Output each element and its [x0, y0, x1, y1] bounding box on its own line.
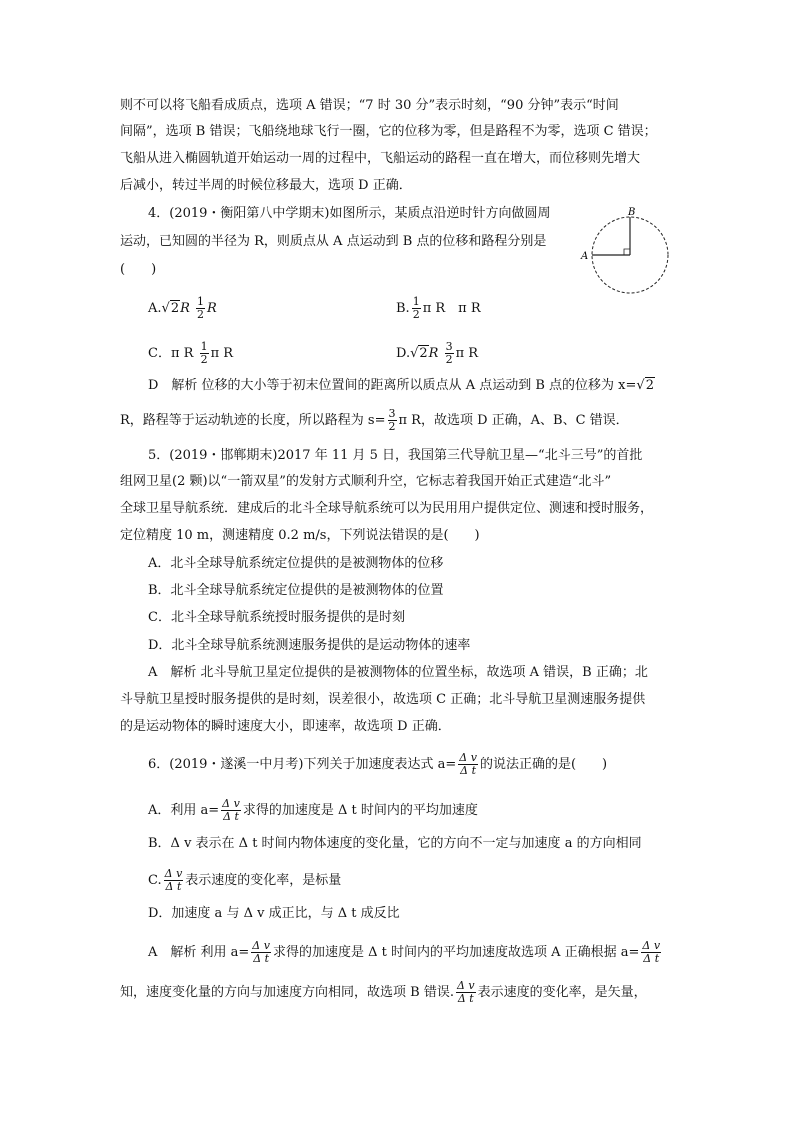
- text-line: 飞船从进入椭圆轨道开始运动一周的过程中，飞船运动的路程一直在增大，而位移则先增大: [120, 151, 641, 166]
- question-5-stem: 全球卫星导航系统．建成后的北斗全球导航系统可以为民用用户提供定位、测速和授时服务，: [120, 501, 654, 516]
- question-5-stem: 5．(2019・邯郸期末)2017 年 11 月 5 日，我国第三代导航卫星—“北斗三号”的首批: [148, 448, 643, 463]
- answer-4: D 解析 位移的大小等于初末位置间的距离所以质点从 A 点运动到 B 点的位移为 x=√2: [148, 378, 654, 393]
- answer-6: A 解析 利用 a= $\frac{\text{Δ v}}{\text{Δ t}}$ 求得的加速度是 Δ t 时间内的平均加速度故选项 A 正确根据 a= $\frac{\text{Δ v}}{\text{Δ t}}$: [148, 939, 661, 965]
- option-a[interactable]: A.√2R $\frac{1}{2}$ R: [148, 295, 217, 321]
- answer-5: 的是运动物体的瞬时速度大小，即速率，故选项 D 正确．: [120, 719, 451, 734]
- answer-4: R，路程等于运动轨迹的长度，所以路程为 s= $\frac{3}{2}$ π R，故选项 D 正确，A、B、C 错误．: [120, 407, 629, 433]
- answer-6: 知，速度变化量的方向与加速度方向相同，故选项 B 错误. $\frac{\text{Δ v}}{\text{Δ t}}$ 表示速度的变化率，是矢量，: [120, 979, 647, 1005]
- question-5-stem: 组网卫星(2 颗)以“一箭双星”的发射方式顺利升空，它标志着我国开始正式建造“北斗”: [120, 474, 612, 489]
- option-c[interactable]: C. $\frac{\text{Δ v}}{\text{Δ t}}$ 表示速度的变化率，是标量: [148, 867, 342, 893]
- question-6-stem: 6．(2019・遂溪一中月考)下列关于加速度表达式 a= $\frac{\text{Δ v}}{\text{Δ t}}$ 的说法正确的是( ): [148, 751, 608, 777]
- answer-5: 斗导航卫星授时服务提供的是时刻，误差很小，故选项 C 正确；北斗导航卫星测速服务提供: [120, 692, 646, 707]
- question-4-stem: 运动，已知圆的半径为 R，则质点从 A 点运动到 B 点的位移和路程分别是: [120, 234, 547, 249]
- option-d[interactable]: D．北斗全球导航系统测速服务提供的是运动物体的速率: [148, 638, 471, 653]
- option-b[interactable]: B．Δ v 表示在 Δ t 时间内物体速度的变化量，它的方向不一定与加速度 a 的方向相同: [148, 836, 642, 851]
- option-a[interactable]: A．北斗全球导航系统定位提供的是被测物体的位移: [148, 556, 444, 571]
- answer-5: A 解析 北斗导航卫星定位提供的是被测物体的位置坐标，故选项 A 错误，B 正确；北: [148, 665, 648, 680]
- option-b[interactable]: B. $\frac{1}{2}$ π R π R: [396, 295, 481, 321]
- option-d[interactable]: D．加速度 a 与 Δ v 成正比，与 Δ t 成反比: [148, 906, 400, 921]
- text-line: 间隔”，选项 B 错误；飞船绕地球飞行一圈，它的位移为零，但是路程不为零，选项 C 错误；: [120, 124, 657, 139]
- option-c[interactable]: C．π R $\frac{1}{2}$ π R: [148, 340, 234, 366]
- point-a-label: A: [581, 251, 589, 262]
- text-line: 则不可以将飞船看成质点，选项 A 错误；“7 时 30 分”表示时刻，“90 分钟”表示“时间: [120, 98, 619, 113]
- option-b[interactable]: B．北斗全球导航系统定位提供的是被测物体的位置: [148, 583, 444, 598]
- circle-diagram: [581, 205, 692, 297]
- option-a[interactable]: A．利用 a= $\frac{\text{Δ v}}{\text{Δ t}}$ 求得的加速度是 Δ t 时间内的平均加速度: [148, 797, 478, 823]
- point-b-label: B: [628, 207, 636, 218]
- option-d[interactable]: D.√2R $\frac{3}{2}$ π R: [396, 340, 479, 366]
- option-c[interactable]: C．北斗全球导航系统授时服务提供的是时刻: [148, 610, 405, 625]
- question-4-blank: ( ): [120, 262, 157, 277]
- question-5-stem: 定位精度 10 m，测速精度 0.2 m/s，下列说法错误的是( ): [120, 528, 480, 543]
- question-4-stem: 4．(2019・衡阳第八中学期末)如图所示，某质点沿逆时针方向做圆周: [148, 206, 551, 221]
- text-line: 后减小，转过半周的时候位移最大，选项 D 正确．: [120, 178, 412, 193]
